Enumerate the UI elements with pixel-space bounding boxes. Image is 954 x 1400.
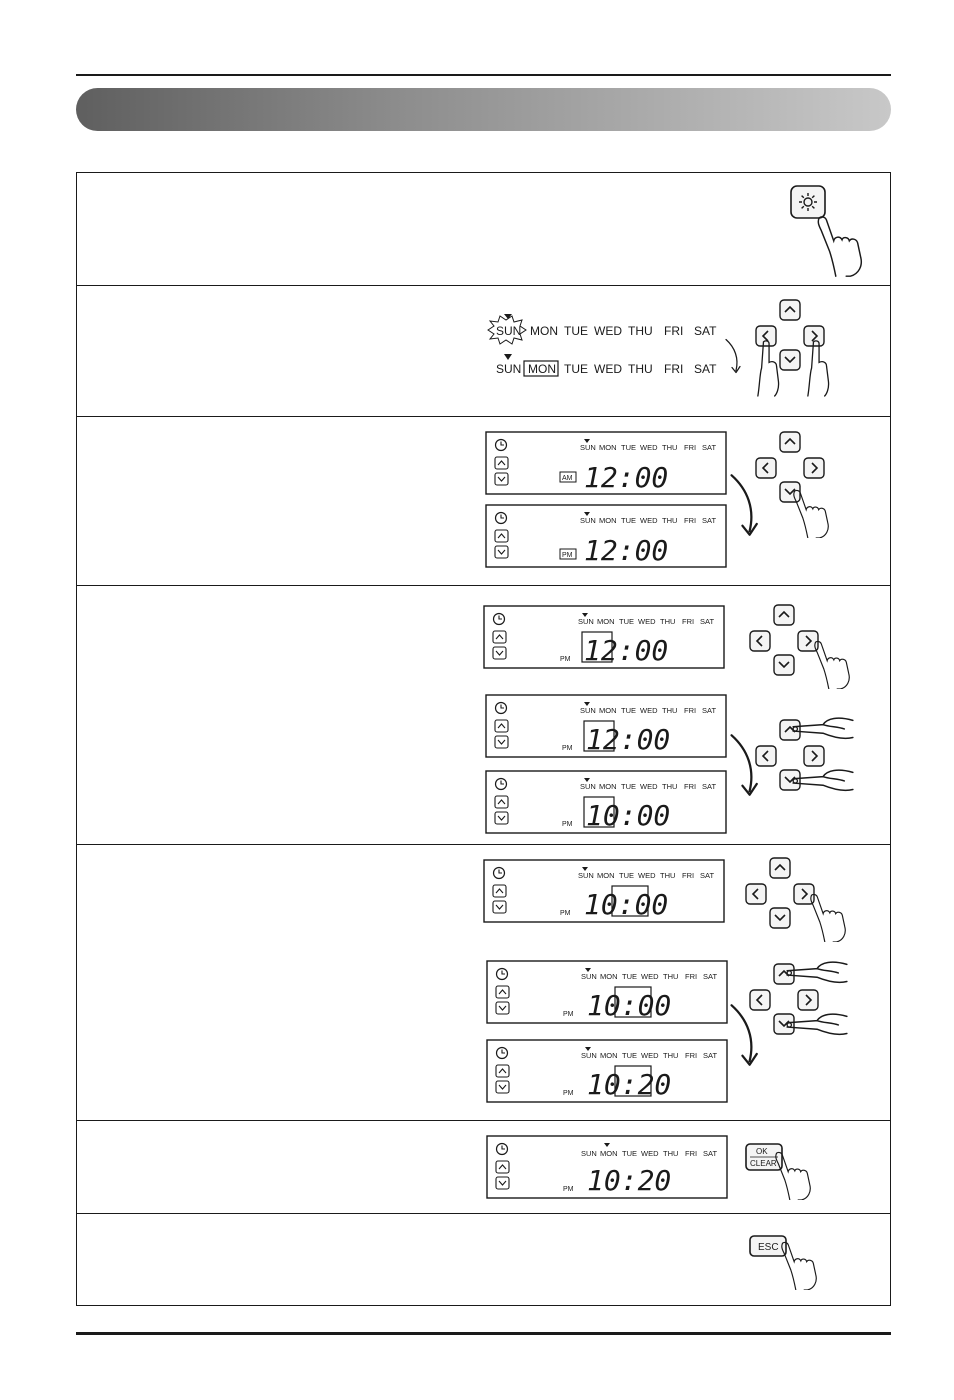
day-thu: THU: [660, 617, 676, 626]
row-divider: [76, 416, 891, 417]
direction-pad: [756, 300, 824, 370]
time-display: 12:00: [584, 461, 669, 494]
lcd-panel-hour-adjust: [486, 695, 728, 759]
day-sat: SAT: [703, 1149, 718, 1158]
curved-arrow-icon: [728, 998, 764, 1072]
time-display: 10:20: [587, 1164, 672, 1197]
lcd-panel-am: [486, 432, 728, 496]
curved-arrow-icon: [728, 470, 764, 540]
pm-indicator: PM: [560, 656, 571, 663]
clear-label: CLEAR: [750, 1159, 777, 1168]
hand-pointer-icon: [815, 641, 849, 689]
row-divider: [76, 1213, 891, 1214]
day-thu: THU: [663, 1149, 679, 1158]
hand-pointer-icon: [782, 1242, 816, 1290]
day-mon: MON: [597, 871, 615, 880]
day-tue: TUE: [564, 362, 588, 376]
day-fri: FRI: [684, 516, 697, 525]
day-mon-selected: MON: [528, 362, 556, 376]
time-display: 10:00: [584, 888, 669, 921]
day-wed: WED: [638, 871, 656, 880]
day-sun: SUN: [496, 362, 522, 376]
day-mon: MON: [530, 324, 558, 338]
day-tue: TUE: [622, 972, 637, 981]
curved-arrow-icon: [728, 728, 764, 802]
hand-pointer-icon: [793, 770, 853, 790]
day-wed: WED: [594, 362, 622, 376]
day-wed: WED: [640, 706, 658, 715]
ok-clear-button-illustration: [744, 1142, 834, 1202]
day-sat: SAT: [694, 324, 717, 338]
row-divider: [76, 844, 891, 845]
day-sat: SAT: [700, 617, 715, 626]
ok-label: OK: [756, 1147, 768, 1156]
day-tue: TUE: [622, 1149, 637, 1158]
day-thu: THU: [662, 443, 678, 452]
day-tue: TUE: [621, 782, 636, 791]
day-wed: WED: [638, 617, 656, 626]
pm-indicator: PM: [560, 910, 571, 917]
day-fri: FRI: [685, 1051, 698, 1060]
hand-pointer-icon: [758, 341, 779, 396]
top-rule: [76, 74, 891, 76]
day-sun: SUN: [578, 617, 594, 626]
curved-arrow-icon: [726, 340, 740, 373]
pm-indicator: PM: [562, 821, 573, 828]
day-sun: SUN: [581, 1051, 597, 1060]
lcd-panel-hour-select: [484, 606, 726, 670]
day-wed: WED: [641, 1149, 659, 1158]
day-sat: SAT: [694, 362, 717, 376]
direction-pad: [750, 605, 818, 675]
time-display: 10:00: [586, 799, 671, 832]
day-sun: SUN: [580, 443, 596, 452]
day-mon: MON: [600, 1149, 618, 1158]
day-mon: MON: [599, 516, 617, 525]
am-indicator: AM: [562, 475, 573, 482]
day-wed: WED: [641, 972, 659, 981]
day-tue: TUE: [564, 324, 588, 338]
day-tue: TUE: [622, 1051, 637, 1060]
dpad-down-illustration: [756, 432, 856, 542]
day-wed: WED: [640, 516, 658, 525]
day-tue: TUE: [621, 516, 636, 525]
lcd-panel-minute-adjust: [487, 961, 729, 1025]
time-display: 10:20: [587, 1068, 672, 1101]
day-fri: FRI: [684, 443, 697, 452]
settings-button-illustration: [785, 184, 875, 280]
day-mon: MON: [599, 782, 617, 791]
day-sun: SUN: [581, 1149, 597, 1158]
hand-pointer-icon: [793, 718, 853, 738]
pm-indicator: PM: [563, 1011, 574, 1018]
pm-indicator: PM: [563, 1186, 574, 1193]
dpad-up-down-illustration: [750, 964, 860, 1044]
direction-pad: [756, 432, 824, 502]
dpad-left-right-illustration: [756, 300, 846, 400]
row-divider: [76, 585, 891, 586]
direction-pad: [756, 720, 824, 790]
section-banner: [76, 88, 891, 131]
day-thu: THU: [628, 324, 653, 338]
day-wed: WED: [640, 782, 658, 791]
day-thu: THU: [660, 871, 676, 880]
day-sun: SUN: [496, 324, 522, 338]
lcd-panel-final: [487, 1136, 729, 1200]
dpad-right-illustration: [746, 858, 866, 948]
day-sun: SUN: [580, 782, 596, 791]
time-display: 12:00: [586, 723, 671, 756]
lcd-panel-pm: [486, 505, 728, 569]
day-mon: MON: [600, 1051, 618, 1060]
direction-pad: [746, 858, 814, 928]
day-thu: THU: [663, 1051, 679, 1060]
row-divider: [76, 1120, 891, 1121]
day-wed: WED: [641, 1051, 659, 1060]
day-fri: FRI: [684, 706, 697, 715]
day-wed: WED: [594, 324, 622, 338]
day-tue: TUE: [619, 617, 634, 626]
day-fri: FRI: [682, 617, 695, 626]
day-wed: WED: [640, 443, 658, 452]
day-thu: THU: [662, 782, 678, 791]
time-display: 10:00: [587, 989, 672, 1022]
day-fri: FRI: [682, 871, 695, 880]
day-mon: MON: [600, 972, 618, 981]
day-sat: SAT: [703, 1051, 718, 1060]
day-tue: TUE: [621, 706, 636, 715]
day-tue: TUE: [621, 443, 636, 452]
day-sun: SUN: [581, 972, 597, 981]
esc-label: ESC: [758, 1242, 779, 1253]
hand-pointer-icon: [808, 341, 829, 396]
hand-pointer-icon: [787, 1014, 847, 1034]
row-divider: [76, 285, 891, 286]
time-display: 12:00: [584, 634, 669, 667]
day-fri: FRI: [664, 324, 684, 338]
day-mon: MON: [599, 706, 617, 715]
pm-indicator: PM: [562, 552, 573, 559]
day-thu: THU: [663, 972, 679, 981]
day-select-illustration: [484, 308, 754, 386]
esc-button-illustration: [748, 1234, 838, 1292]
day-tue: TUE: [619, 871, 634, 880]
day-sat: SAT: [702, 782, 717, 791]
pm-indicator: PM: [562, 745, 573, 752]
lcd-panel-hour-result: [486, 771, 728, 835]
day-thu: THU: [662, 516, 678, 525]
day-sat: SAT: [702, 516, 717, 525]
day-mon: MON: [599, 443, 617, 452]
bottom-rule: [76, 1332, 891, 1335]
day-mon: MON: [597, 617, 615, 626]
day-fri: FRI: [685, 972, 698, 981]
day-sun: SUN: [580, 706, 596, 715]
day-sat: SAT: [702, 706, 717, 715]
hand-pointer-icon: [787, 962, 847, 982]
day-fri: FRI: [685, 1149, 698, 1158]
dpad-up-down-illustration: [756, 720, 866, 800]
dpad-right-illustration: [750, 605, 860, 695]
day-fri: FRI: [664, 362, 684, 376]
hand-pointer-icon: [818, 217, 861, 276]
hand-pointer-icon: [811, 894, 845, 942]
day-sun: SUN: [580, 516, 596, 525]
time-display: 12:00: [584, 534, 669, 567]
day-sat: SAT: [700, 871, 715, 880]
lcd-panel-minute-result: [487, 1040, 729, 1104]
lcd-panel-minute-select: [484, 860, 726, 924]
pm-indicator: PM: [563, 1090, 574, 1097]
day-sat: SAT: [702, 443, 717, 452]
day-sat: SAT: [703, 972, 718, 981]
day-fri: FRI: [684, 782, 697, 791]
day-thu: THU: [628, 362, 653, 376]
day-thu: THU: [662, 706, 678, 715]
day-sun: SUN: [578, 871, 594, 880]
